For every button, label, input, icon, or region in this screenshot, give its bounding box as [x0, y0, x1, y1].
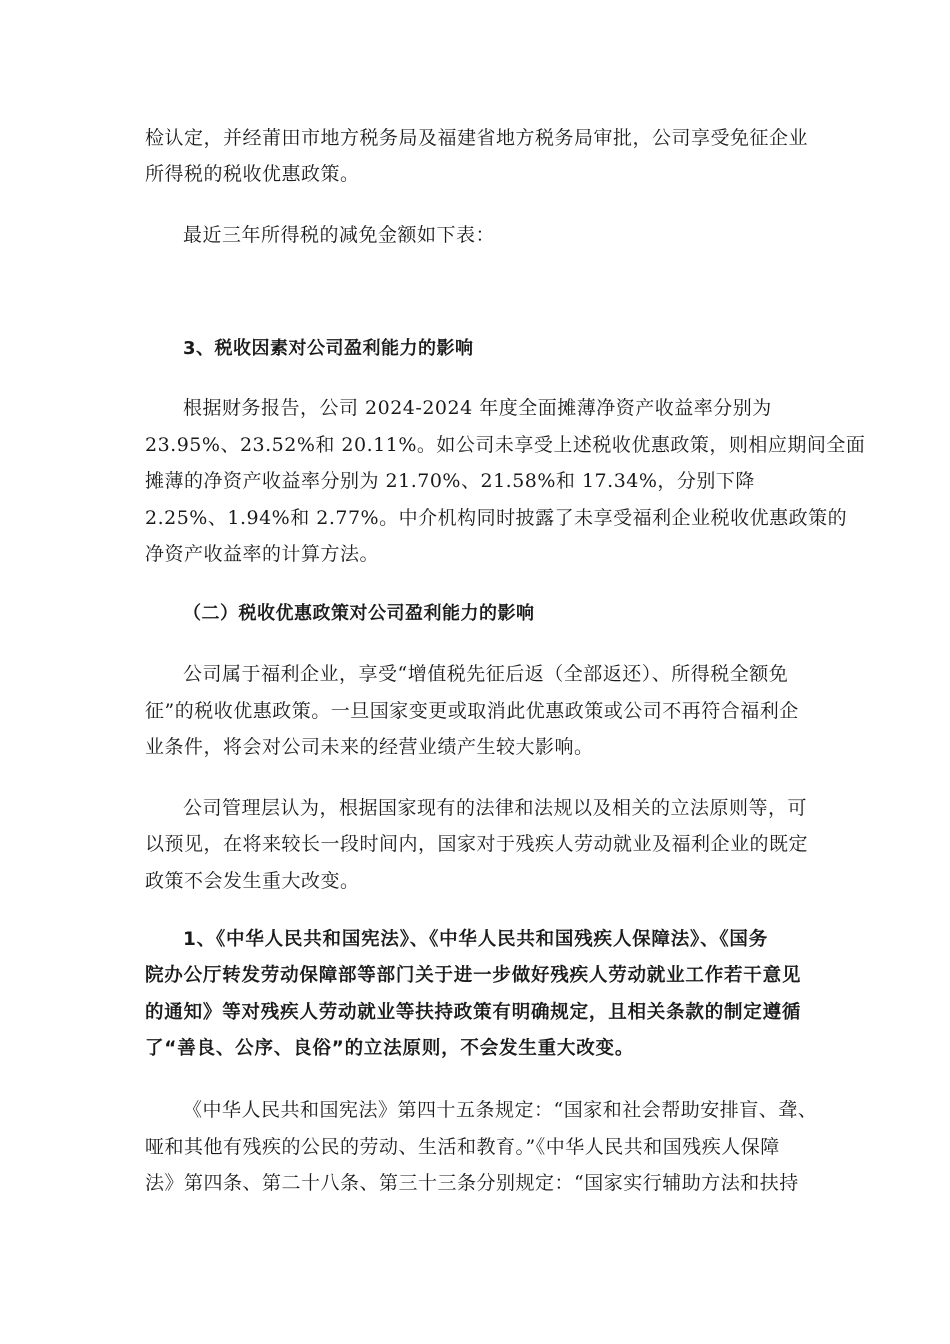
paragraph-line: 检认定，并经莆田市地方税务局及福建省地方税务局审批，公司享受免征企业	[145, 127, 809, 149]
section-heading: （二）税收优惠政策对公司盈利能力的影响	[183, 603, 535, 624]
paragraph-line: 征”的税收优惠政策。一旦国家变更或取消此优惠政策或公司不再符合福利企	[145, 700, 799, 722]
paragraph-line: 摊薄的净资产收益率分别为 21.70%、21.58%和 17.34%，分别下降	[145, 470, 755, 492]
paragraph-line: 哑和其他有残疾的公民的劳动、生活和教育。”《中华人民共和国残疾人保障	[145, 1136, 780, 1158]
paragraph-line: 业条件，将会对公司未来的经营业绩产生较大影响。	[145, 736, 594, 758]
paragraph-line: 最近三年所得税的减免金额如下表：	[183, 224, 496, 246]
paragraph-line: 2.25%、1.94%和 2.77%。中介机构同时披露了未享受福利企业税收优惠政策的	[145, 507, 848, 529]
paragraph-line: 法》第四条、第二十八条、第三十三条分别规定：“国家实行辅助方法和扶持	[145, 1172, 799, 1194]
section-heading: 3、税收因素对公司盈利能力的影响	[183, 338, 474, 359]
paragraph-line: 公司管理层认为，根据国家现有的法律和法规以及相关的立法原则等，可	[183, 797, 808, 819]
paragraph-line: 政策不会发生重大改变。	[145, 870, 360, 892]
bold-paragraph-line: 了“善良、公序、良俗”的立法原则，不会发生重大改变。	[145, 1038, 635, 1059]
bold-paragraph-line: 院办公厅转发劳动保障部等部门关于进一步做好残疾人劳动就业工作若干意见	[145, 965, 802, 986]
paragraph-line: 所得税的税收优惠政策。	[145, 163, 360, 185]
paragraph-line: 公司属于福利企业，享受“增值税先征后返（全部返还）、所得税全额免	[183, 663, 789, 685]
paragraph-line: 根据财务报告，公司 2024-2024 年度全面摊薄净资产收益率分别为	[183, 397, 772, 419]
paragraph-line: 23.95%、23.52%和 20.11%。如公司未享受上述税收优惠政策，则相应期间全面	[145, 434, 866, 456]
paragraph-line: 《中华人民共和国宪法》第四十五条规定：“国家和社会帮助安排盲、聋、	[183, 1099, 818, 1121]
paragraph-line: 以预见，在将来较长一段时间内，国家对于残疾人劳动就业及福利企业的既定	[145, 833, 809, 855]
bold-paragraph-line: 1、《中华人民共和国宪法》、《中华人民共和国残疾人保障法》、《国务	[183, 929, 769, 950]
bold-paragraph-line: 的通知》等对残疾人劳动就业等扶持政策有明确规定，且相关条款的制定遵循	[145, 1002, 802, 1023]
paragraph-line: 净资产收益率的计算方法。	[145, 543, 380, 565]
